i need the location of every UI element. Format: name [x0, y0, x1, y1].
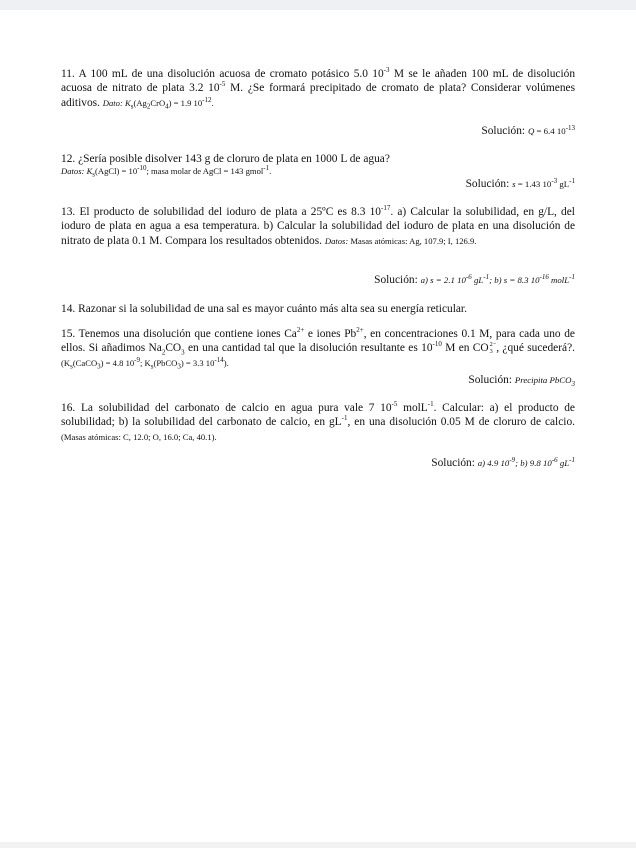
- problem-16: 16. La solubilidad del carbonato de calcio en agua pura vale 7 $10^{-5}$ molL$^{-1}$. Calcular: a) el producto de solubilidad; b) la solubilidad del carbonato de calcio, en $gL^{-1}$, en una disolución 0.05 M de cloruro de calcio. (Masas atómicas: C, 12.0; O, 16.0; Ca, 40.1).: [61, 400, 575, 442]
- bottom-edge: [0, 842, 636, 848]
- problem-14: 14. Razonar si la solubilidad de una sal es mayor cuánto más alta sea su energía reticular.: [61, 303, 467, 315]
- problem-12-solution: Solución: s = 1.43 $10^{-3}$ $gL^{-1}$: [465, 177, 575, 190]
- problem-15: 15. Tenemos una disolución que contiene iones $Ca^{2+}$ e iones $Pb^{2+}$, en concentraciones 0.1 M, para cada uno de ellos. Si añadimos $Na_2CO_3$ en una cantidad tal que la disolución resultante es $10^{-10}$ M en CO2− 3 , ¿qué sucederá?. ($K_s(CaCO_3) = 4.8$ $10^{-9}$; $K_s(PbCO_3) = 3.3$ $10^{-14}$).: [61, 326, 575, 371]
- problem-15-data: ($K_s(CaCO_3) = 4.8$ $10^{-9}$; $K_s(PbCO_3) = 3.3$ $10^{-14}$).: [61, 355, 229, 371]
- problem-11: 11. A 100 mL de una disolución acuosa de cromato potásico 5.0 $10^{-3}$ M se le añaden 100 mL de disolución acuosa de nitrato de plata 3.2 $10^{-5}$ M. ¿Se formará precipitado de cromato de plata? Considerar volúmenes aditivos. Dato: $K_s(Ag_2CrO_4) = 1.9$ $10^{-12}$.: [61, 66, 576, 111]
- problem-13-solution: Solución: a) s = 2.1 $10^{-6}$ $gL^{-1}$; b) s = 8.3 $10^{-16}$ molL$^{-1}$: [374, 273, 575, 286]
- problem-11-solution: Solución: Q = 6.4 $10^{-13}$: [481, 124, 575, 137]
- problem-15-solution: Solución: Precipita PbCO$_3$: [468, 374, 575, 388]
- problem-12-data: Datos: $K_s(AgCl) = 10^{-10}$; masa molar de AgCl = 143 gmol$^{-1}$.: [61, 164, 272, 180]
- problem-13: 13. El producto de solubilidad del ioduro de plata a 25ºC es 8.3 $10^{-17}$. a) Calcular la solubilidad, en g/L, del ioduro de plata en agua a esa temperatura. b) Calcular la solubilidad del ioduro de plata en una disolución de nitrato de plata 0.1 M. Compara los resultados obtenidos. Datos: Masas atómicas: Ag, 107.9; I, 126.9.: [61, 204, 575, 247]
- problem-16-solution: Solución: a) 4.9 $10^{-9}$; b) 9.8 $10^{-6}$ $gL^{-1}$: [431, 456, 575, 469]
- carbonate-charge: 2− 3: [489, 341, 497, 355]
- problem-12: 12. ¿Sería posible disolver 143 g de cloruro de plata en 1000 L de agua? Datos: $K_s(AgCl) = 10^{-10}$; masa molar de AgCl = 143 gmol$^{-1}$.: [61, 152, 575, 177]
- problem-11-data: Dato: $K_s(Ag_2CrO_4) = 1.9$ $10^{-12}$.: [102, 95, 214, 111]
